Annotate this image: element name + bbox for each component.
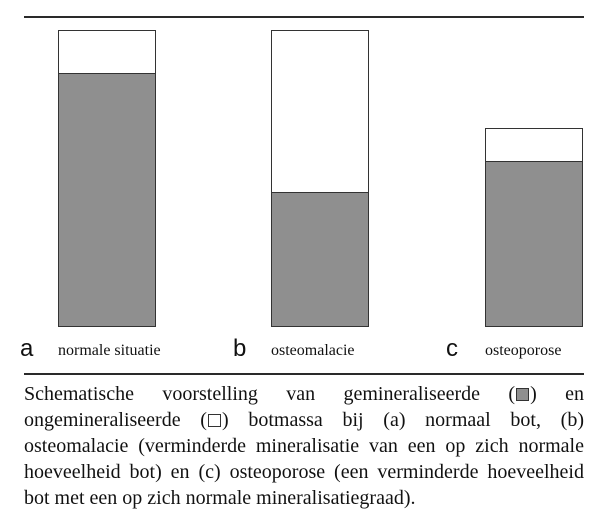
- panel-label-osteomalacia: osteomalacie: [271, 342, 355, 359]
- unmineralized-symbol-icon: [208, 414, 221, 427]
- caption-part1: Schematische voorstelling van gemineraliseerde (: [24, 383, 516, 405]
- figure-caption: [24, 381, 584, 511]
- bar-osteomalacia-mineralized: [272, 192, 368, 326]
- mineralized-symbol-icon: [516, 388, 529, 401]
- bar-osteomalacia: [271, 30, 369, 327]
- panel-letter-a: a: [20, 335, 34, 362]
- panel-label-normal: normale situatie: [58, 342, 161, 359]
- caption-part3: ) botmassa bij (a) normaal bot, (b) osteomalacie (verminderde mineralisatie van een op zich normale hoeveelheid bot) en (c) osteoporose (een verminderde hoeveelheid bot met een op zich normale mineralisatiegraad).: [24, 409, 584, 509]
- top-rule: [24, 16, 584, 18]
- bar-normal: [58, 30, 156, 327]
- caption-rule: [24, 373, 584, 375]
- bar-osteoporosis: [485, 128, 583, 327]
- bar-normal-mineralized: [59, 73, 155, 326]
- panel-letter-c: c: [446, 335, 458, 362]
- caption-part2: ) en ongemineraliseerde (: [24, 383, 584, 431]
- bar-osteoporosis-mineralized: [486, 161, 582, 326]
- panel-letter-b: b: [233, 335, 247, 362]
- panel-label-osteoporosis: osteoporose: [485, 342, 562, 359]
